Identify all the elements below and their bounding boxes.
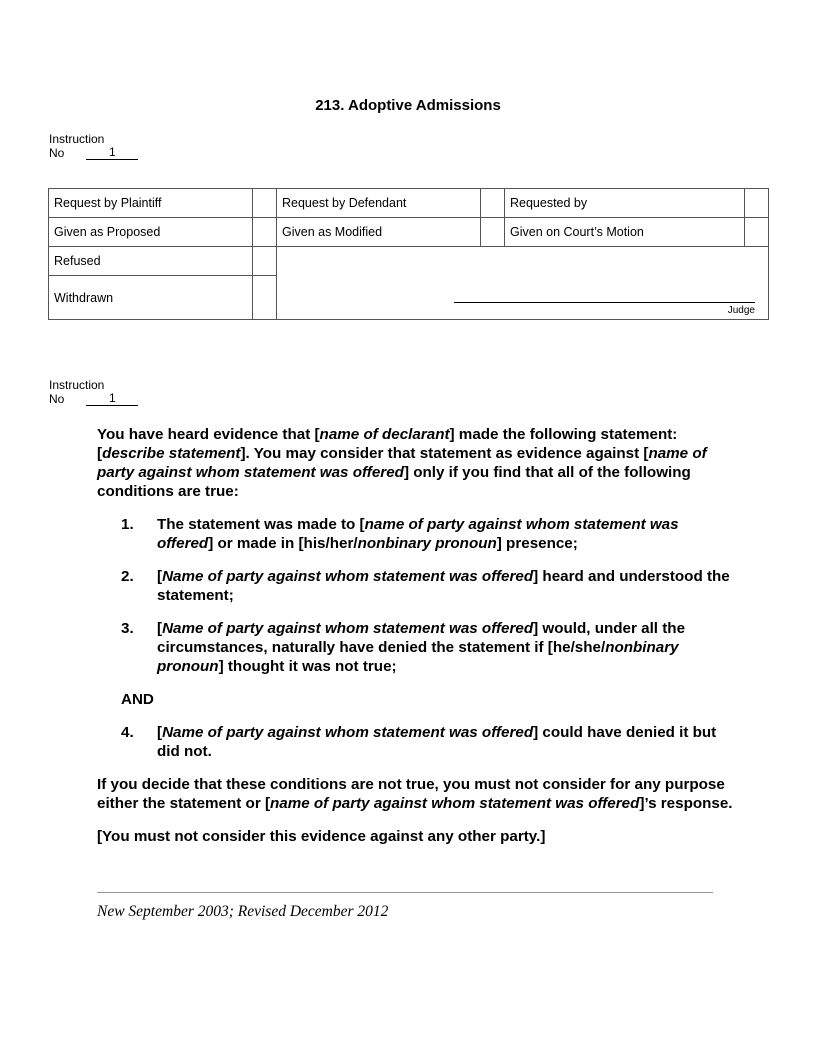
condition-item: 4. [Name of party against whom statement was offered] could have denied it but did not. xyxy=(121,724,717,760)
request-by-defendant-checkbox[interactable] xyxy=(481,189,505,218)
no-label: No xyxy=(49,392,65,406)
requested-by-checkbox[interactable] xyxy=(745,189,769,218)
request-by-plaintiff-checkbox[interactable] xyxy=(253,189,277,218)
condition-item: 1. The statement was made to [name of party against whom statement was offered] or made in [his/her/nonbinary pronoun] presence; xyxy=(121,516,679,552)
refused-checkbox[interactable] xyxy=(253,247,277,276)
instruction-label: Instruction xyxy=(49,132,105,146)
footer-divider xyxy=(97,892,713,893)
given-as-proposed-checkbox[interactable] xyxy=(253,218,277,247)
page-title: 213. Adoptive Admissions xyxy=(315,97,501,114)
instruction-body xyxy=(97,425,737,860)
condition-item: 3. [Name of party against whom statement was offered] would, under all the circumstances, naturally have denied the statement if [he/she/nonbinary pronoun] thought it was not true; xyxy=(121,620,686,675)
conditions-list xyxy=(97,515,737,676)
instruction-number-block-2 xyxy=(49,378,138,406)
instruction-number-block xyxy=(49,132,138,160)
conditions-list-continued xyxy=(97,723,737,761)
given-on-courts-motion-label: Given on Court’s Motion xyxy=(505,218,745,247)
closing-paragraph: If you decide that these conditions are not true, you must not consider for any purpose either the statement or [name of party against whom statement was offered]’s response. xyxy=(97,776,733,812)
instruction-number-field[interactable]: 1 xyxy=(86,392,138,406)
instruction-number-field[interactable]: 1 xyxy=(86,146,138,160)
revision-history: New September 2003; Revised December 2012 xyxy=(97,903,389,920)
refused-label: Refused xyxy=(49,247,253,276)
request-status-table xyxy=(48,188,769,320)
no-label: No xyxy=(49,146,65,160)
given-as-proposed-label: Given as Proposed xyxy=(49,218,253,247)
instruction-label: Instruction xyxy=(49,378,105,392)
request-by-plaintiff-label: Request by Plaintiff xyxy=(49,189,253,218)
given-as-modified-checkbox[interactable] xyxy=(481,218,505,247)
judge-label: Judge xyxy=(727,305,755,316)
withdrawn-checkbox[interactable] xyxy=(253,276,277,320)
requested-by-label: Requested by xyxy=(505,189,745,218)
withdrawn-label: Withdrawn xyxy=(49,276,253,320)
condition-item: 2. [Name of party against whom statement was offered] heard and understood the statement; xyxy=(121,568,730,604)
judge-signature-area xyxy=(277,247,769,320)
given-on-courts-motion-checkbox[interactable] xyxy=(745,218,769,247)
bracketed-note: [You must not consider this evidence against any other party.] xyxy=(97,828,546,845)
given-as-modified-label: Given as Modified xyxy=(277,218,481,247)
and-connector: AND xyxy=(121,691,154,708)
request-by-defendant-label: Request by Defendant xyxy=(277,189,481,218)
judge-signature-line[interactable] xyxy=(454,302,755,303)
intro-paragraph: You have heard evidence that [name of declarant] made the following statement: [describe statement]. You may consider that statement as evidence against [name of party against whom statement was offered] only if you find that all of the following conditions are true: xyxy=(97,426,707,500)
